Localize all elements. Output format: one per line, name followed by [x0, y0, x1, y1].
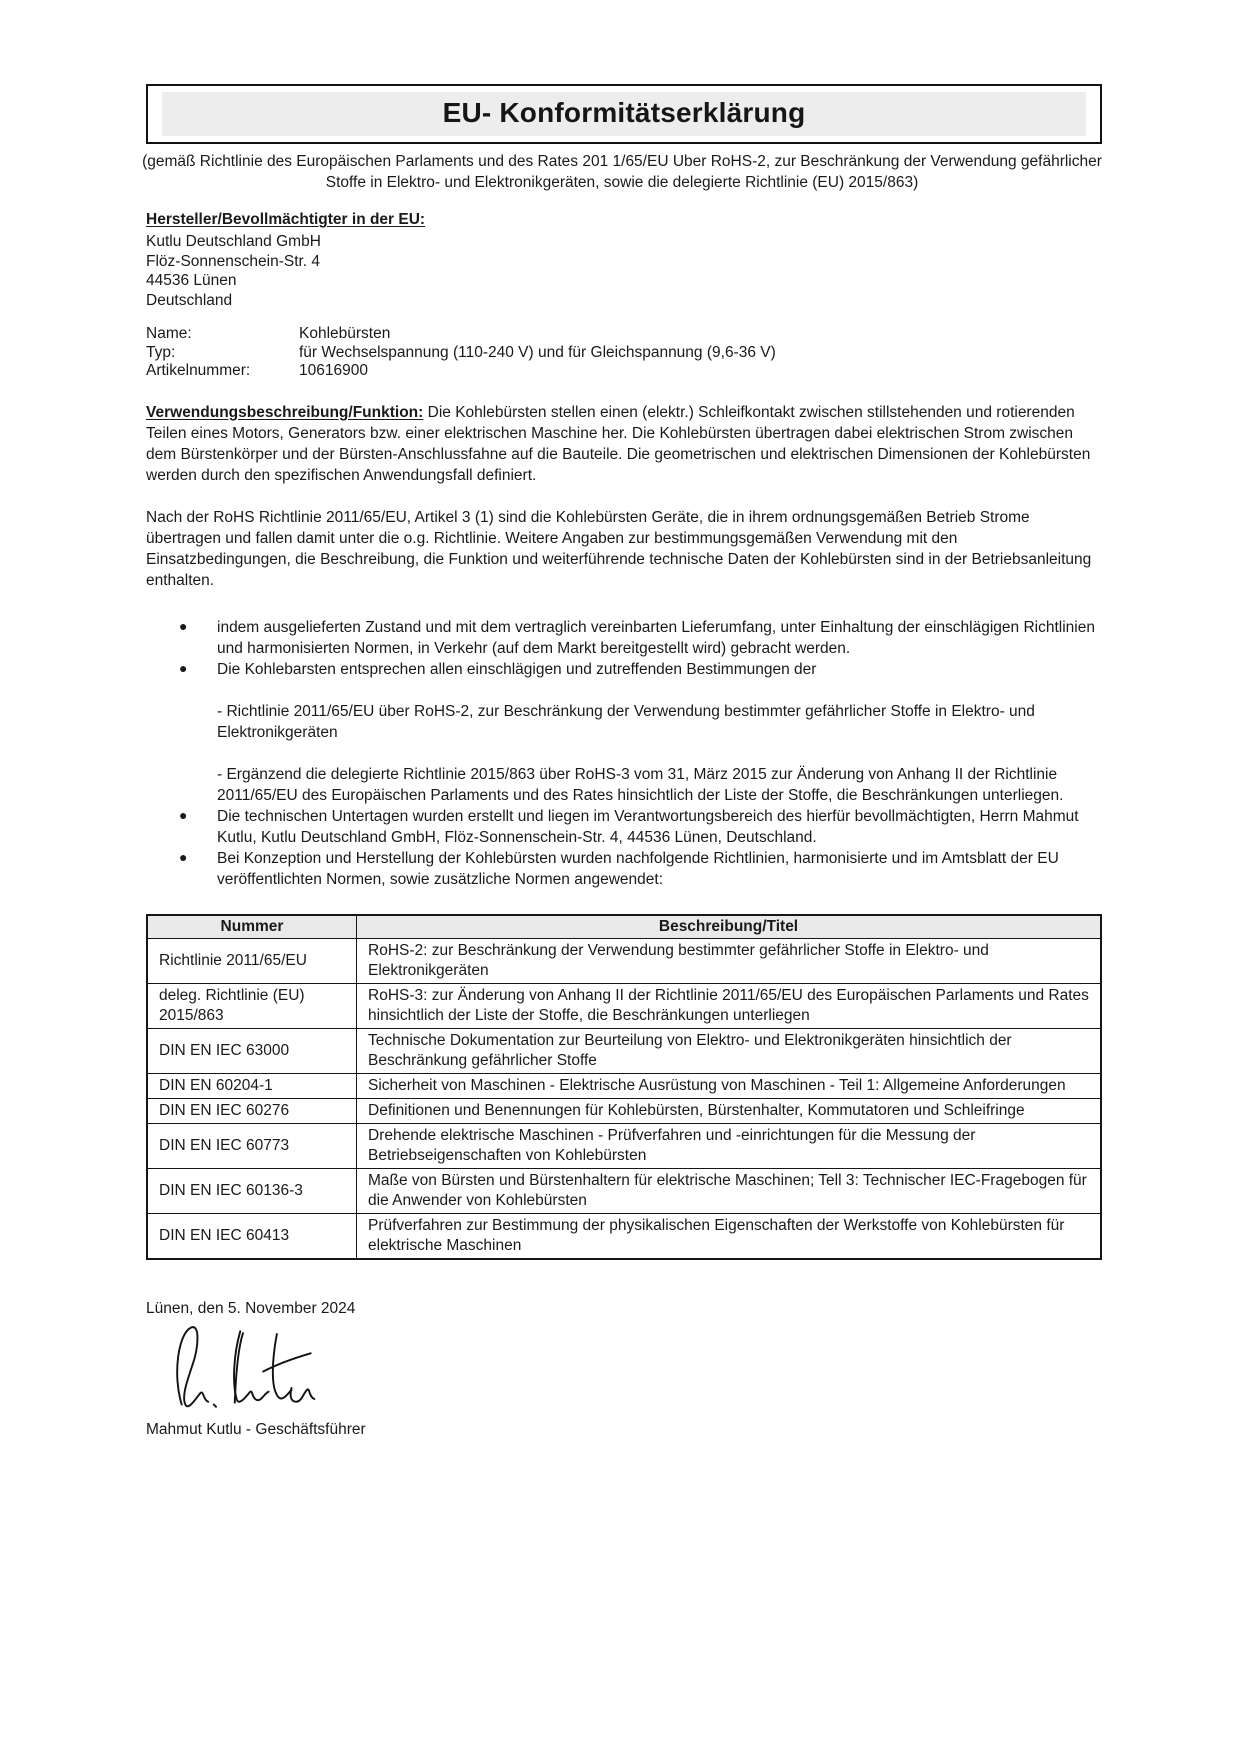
bullet-icon: ● [179, 617, 188, 634]
standard-title-cell: Drehende elektrische Maschinen - Prüfverfahren und -einrichtungen für die Messung der Betriebseigenschaften von Kohlebürsten [357, 1123, 1102, 1168]
standard-title-cell: Sicherheit von Maschinen - Elektrische Ausrüstung von Maschinen - Teil 1: Allgemeine Anforderungen [357, 1073, 1102, 1098]
signature-block [146, 1298, 1102, 1440]
product-articlenumber-label: Artikelnummer: [146, 362, 251, 379]
rohs-paragraph: Nach der RoHS Richtlinie 2011/65/EU, Artikel 3 (1) sind die Kohlebürsten Geräte, die in ihrem ordnungsgemäßen Betrieb Strome übertragen und fallen damit unter die o.g. Richtlinie. Weitere Angaben zur bestimmungsgemäßen Verwendung mit den Einsatzbedingungen, die Beschreibung, die Funktion und weiterführende technische Daten der Kohlebürsten sind in der Betriebsanleitung enthalten. [146, 508, 1092, 589]
table-header-titel: Beschreibung/Titel [357, 915, 1102, 939]
bullet-icon: ● [179, 848, 188, 865]
table-row [147, 1168, 1101, 1213]
subtitle: (gemäß Richtlinie des Europäischen Parlaments und des Rates 201 1/65/EU Uber RoHS-2, zur Beschränkung der Verwendung gefährlicher Stoffe in Elektro- und Elektronikgeräten, sowie die delegierte Richtlinie (EU) 2015/863) [142, 153, 1102, 191]
table-row [147, 1028, 1101, 1073]
bullet-item [146, 659, 1102, 680]
bullet-item [146, 806, 1102, 848]
manufacturer-company: Kutlu Deutschland GmbH [146, 233, 321, 250]
page-title: EU- Konformitätserklärung [442, 97, 806, 128]
bullet-item [146, 617, 1102, 659]
bullet-text: Bei Konzeption und Herstellung der Kohlebürsten wurden nachfolgende Richtlinien, harmonisierte und im Amtsblatt der EU veröffentlichten Normen, sowie zusätzliche Normen angewendet: [217, 849, 1059, 888]
manufacturer-heading: Hersteller/Bevollmächtigter in der EU: [146, 211, 426, 228]
bullet-item [146, 848, 1102, 890]
title-box [146, 84, 1102, 144]
manufacturer-city: 44536 Lünen [146, 272, 237, 289]
table-row [147, 983, 1101, 1028]
standard-title-cell: RoHS-3: zur Änderung von Anhang II der Richtlinie 2011/65/EU des Europäischen Parlaments und Rates hinsichtlich der Liste der Stoffe, die Beschränkungen unterliegen [357, 983, 1102, 1028]
standard-number-cell: DIN EN IEC 63000 [147, 1028, 357, 1073]
standard-number-cell: DIN EN IEC 60276 [147, 1098, 357, 1123]
standard-title-cell: RoHS-2: zur Beschränkung der Verwendung bestimmter gefährlicher Stoffe in Elektro- und Elektronikgeräten [357, 938, 1102, 983]
usage-heading: Verwendungsbeschreibung/Funktion: [146, 403, 424, 421]
table-header-nummer: Nummer [147, 915, 357, 939]
standard-title-cell: Prüfverfahren zur Bestimmung der physikalischen Eigenschaften der Werkstoffe von Kohlebürsten für elektrische Maschinen [357, 1213, 1102, 1259]
product-name-value: Kohlebürsten [299, 325, 391, 342]
manufacturer-country: Deutschland [146, 291, 233, 309]
bullet-text: Die technischen Untertagen wurden erstellt und liegen im Verantwortungsbereich des hierfür bevollmächtigten, Herrn Mahmut Kutlu, Kutlu Deutschland GmbH, Flöz-Sonnenschein-Str. 4, 44536 Lünen, Deutschland. [217, 807, 1079, 846]
bullet-icon: ● [179, 806, 188, 823]
table-header-row [147, 915, 1101, 939]
signatory-name: Mahmut Kutlu - Geschäftsführer [146, 1420, 366, 1438]
standard-number-cell: deleg. Richtlinie (EU) 2015/863 [147, 983, 357, 1028]
product-name-label: Name: [146, 325, 192, 342]
handwritten-signature-icon [168, 1321, 318, 1413]
bullet-subitem: - Richtlinie 2011/65/EU über RoHS-2, zur Beschränkung der Verwendung bestimmter gefährlicher Stoffe in Elektro- und Elektronikgeräten [217, 702, 1035, 741]
bullet-subitem: - Ergänzend die delegierte Richtlinie 2015/863 über RoHS-3 vom 31, März 2015 zur Änderung von Anhang II der Richtlinie 2011/65/EU des Europäischen Parlaments und des Rates hinsichtlich der Liste der Stoffe, die Beschränkungen unterliegen. [217, 765, 1064, 804]
standard-title-cell: Definitionen und Benennungen für Kohlebürsten, Bürstenhalter, Kommutatoren und Schleifringe [357, 1098, 1102, 1123]
manufacturer-block [146, 209, 1102, 310]
standard-number-cell: DIN EN 60204-1 [147, 1073, 357, 1098]
standard-title-cell: Maße von Bürsten und Bürstenhaltern für elektrische Maschinen; Tell 3: Technischer IEC-Fragebogen für die Anwender von Kohlebürsten [357, 1168, 1102, 1213]
standards-table [146, 914, 1102, 1260]
product-articlenumber-value: 10616900 [299, 362, 368, 379]
table-row [147, 938, 1101, 983]
standard-number-cell: Richtlinie 2011/65/EU [147, 938, 357, 983]
product-type-label: Typ: [146, 343, 176, 361]
manufacturer-street: Flöz-Sonnenschein-Str. 4 [146, 252, 321, 270]
product-type-value: für Wechselspannung (110-240 V) und für Gleichspannung (9,6-36 V) [299, 343, 776, 361]
table-row [147, 1073, 1101, 1098]
bullet-list [146, 617, 1102, 890]
table-row [147, 1098, 1101, 1123]
standard-number-cell: DIN EN IEC 60773 [147, 1123, 357, 1168]
standard-number-cell: DIN EN IEC 60413 [147, 1213, 357, 1259]
usage-paragraph [146, 402, 1102, 486]
bullet-text: Die Kohlebarsten entsprechen allen einschlägigen und zutreffenden Bestimmungen der [217, 660, 817, 678]
product-row [146, 362, 1102, 381]
place-date: Lünen, den 5. November 2024 [146, 1299, 356, 1317]
title-panel [162, 92, 1086, 136]
standard-title-cell: Technische Dokumentation zur Beurteilung von Elektro- und Elektronikgeräten hinsichtlich der Beschränkung gefährlicher Stoffe [357, 1028, 1102, 1073]
product-block [146, 325, 1102, 381]
bullet-icon: ● [179, 659, 188, 676]
standard-number-cell: DIN EN IEC 60136-3 [147, 1168, 357, 1213]
product-row [146, 344, 1102, 363]
product-row [146, 325, 1102, 344]
table-row [147, 1123, 1101, 1168]
usage-text: Die Kohlebürsten stellen einen (elektr.) Schleifkontakt zwischen stillstehenden und rotierenden Teilen eines Motors, Generators bzw. einer elektrischen Maschine her. Die Kohlebürsten übertragen dabei elektrischen Strom zwischen dem Bürstenkörper und der Bürsten-Anschlussfahne auf die Bauteile. Die geometrischen und elektrischen Dimensionen der Kohlebürsten werden durch den spezifischen Anwendungsfall definiert. [146, 403, 1091, 484]
bullet-text: indem ausgelieferten Zustand und mit dem vertraglich vereinbarten Lieferumfang, unter Einhaltung der einschlägigen Richtlinien und harmonisierten Normen, in Verkehr (auf dem Markt bereitgestellt wird) gebracht werden. [217, 618, 1095, 657]
table-row [147, 1213, 1101, 1259]
